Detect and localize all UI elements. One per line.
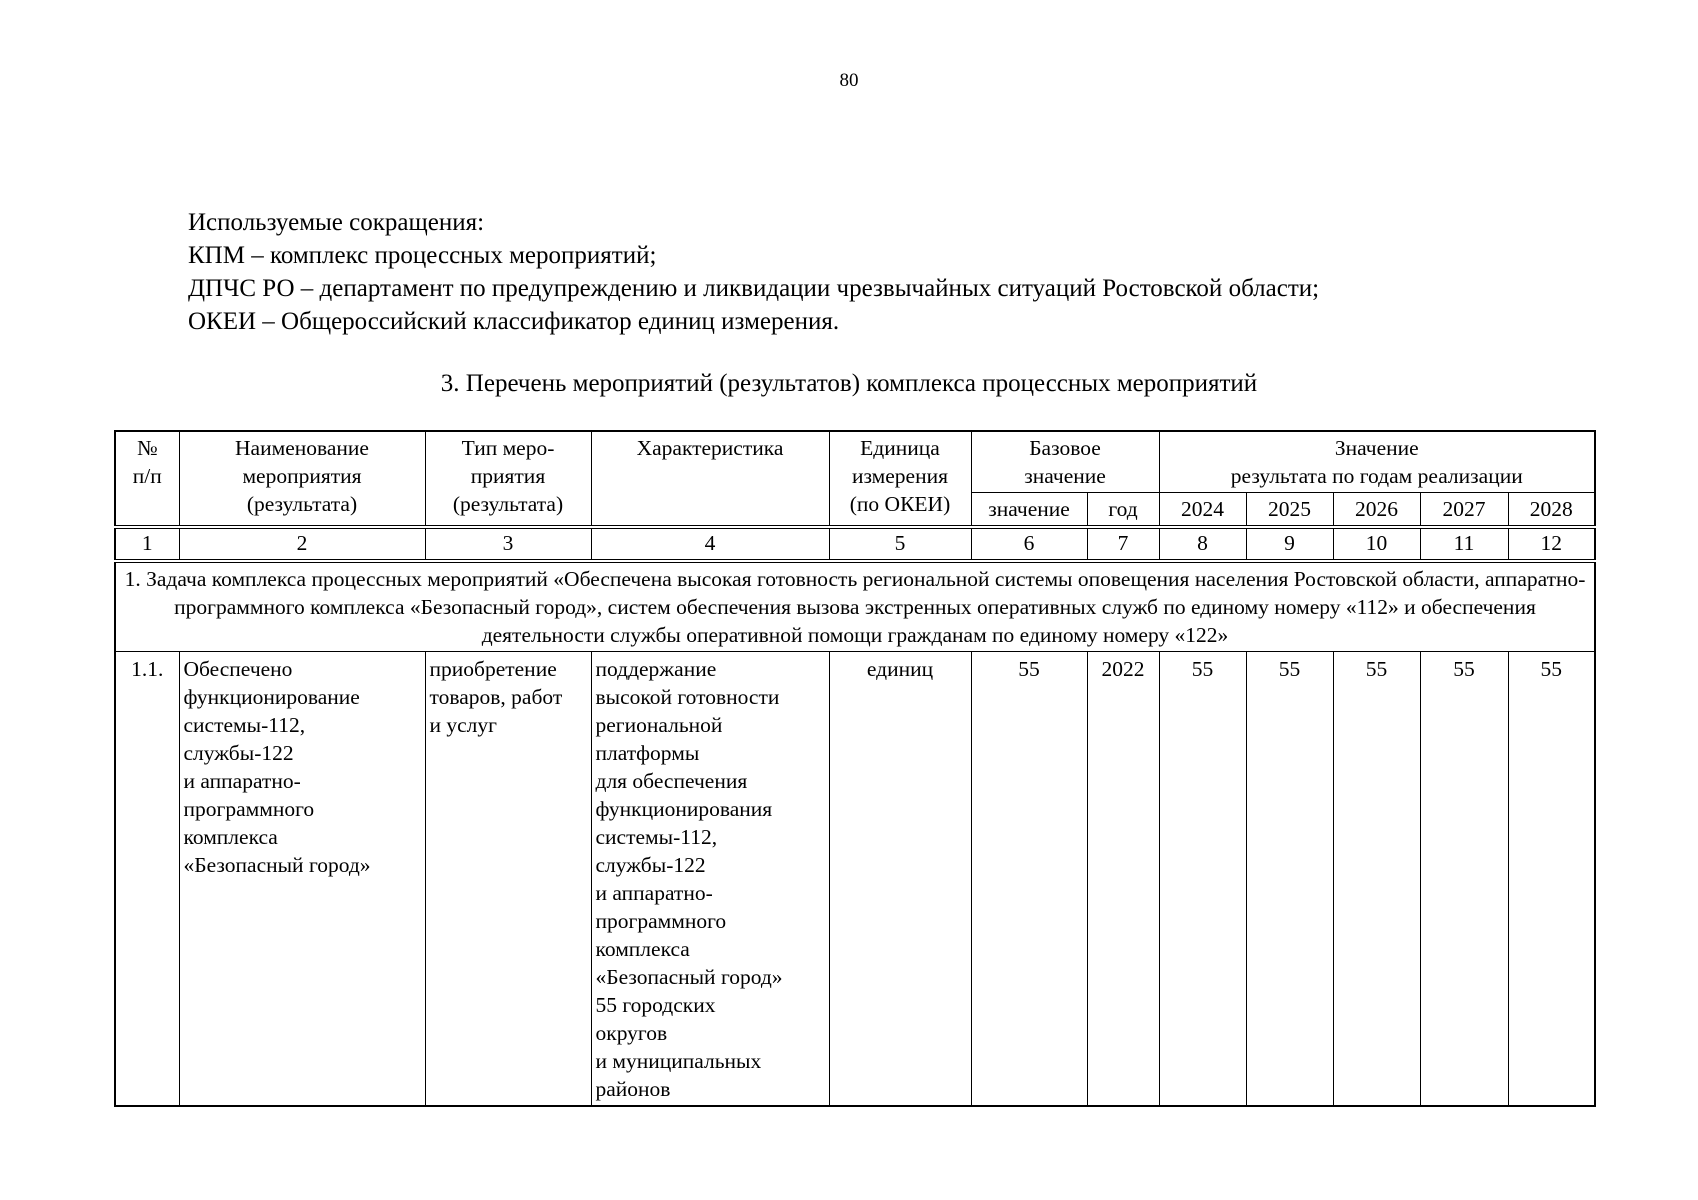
cell-value-2027: 55 bbox=[1420, 652, 1508, 1107]
column-number: 5 bbox=[829, 527, 971, 561]
column-number: 6 bbox=[971, 527, 1087, 561]
cell-characteristic: поддержание высокой готовности региональной платформы для обеспечения функционирования системы-112, службы-122 и аппаратно- программного комплекса «Безопасный город» 55 городских округов и муниципальных районов bbox=[591, 652, 829, 1107]
column-number: 1 bbox=[115, 527, 179, 561]
header-base-year: год bbox=[1087, 493, 1159, 528]
cell-base-value: 55 bbox=[971, 652, 1087, 1107]
page-number: 80 bbox=[839, 70, 859, 91]
section-title: 3. Перечень мероприятий (результатов) комплекса процессных мероприятий bbox=[440, 370, 1258, 397]
cell-name: Обеспечено функционирование системы-112, службы-122 и аппаратно- программного комплекса «Безопасный город» bbox=[179, 652, 425, 1107]
column-number: 4 bbox=[591, 527, 829, 561]
task-description: 1. Задача комплекса процессных мероприятий «Обеспечена высокая готовность региональной системы оповещения населения Ростовской области, аппаратно-программного комплекса «Безопасный город», систем обеспечения вызова экстренных оперативных служб по единому номеру «112» и обеспечения деятельности службы оперативной помощи гражданам по единому номеру «122» bbox=[115, 561, 1595, 652]
header-year-2024: 2024 bbox=[1159, 493, 1246, 528]
header-name: Наименование мероприятия (результата) bbox=[179, 431, 425, 527]
abbreviation-item: ОКЕИ – Общероссийский классификатор единиц измерения. bbox=[188, 308, 840, 335]
cell-unit: единиц bbox=[829, 652, 971, 1107]
header-result: Значение результата по годам реализации bbox=[1159, 431, 1595, 493]
column-number: 12 bbox=[1508, 527, 1595, 561]
column-number: 7 bbox=[1087, 527, 1159, 561]
cell-value-2024: 55 bbox=[1159, 652, 1246, 1107]
abbreviation-item: ДПЧС РО – департамент по предупреждению и ликвидации чрезвычайных ситуаций Ростовской области; bbox=[188, 275, 1320, 302]
column-number: 9 bbox=[1246, 527, 1333, 561]
header-year-2027: 2027 bbox=[1420, 493, 1508, 528]
cell-base-year: 2022 bbox=[1087, 652, 1159, 1107]
abbreviation-item: КПМ – комплекс процессных мероприятий; bbox=[188, 242, 657, 269]
header-base-value: значение bbox=[971, 493, 1087, 528]
column-number: 2 bbox=[179, 527, 425, 561]
measures-table bbox=[114, 430, 1596, 1107]
cell-value-2028: 55 bbox=[1508, 652, 1595, 1107]
column-number: 10 bbox=[1333, 527, 1420, 561]
header-characteristic: Характеристика bbox=[591, 431, 829, 527]
abbreviations-block bbox=[188, 206, 1319, 338]
abbreviations-heading: Используемые сокращения: bbox=[188, 209, 485, 236]
header-year-2028: 2028 bbox=[1508, 493, 1595, 528]
column-number: 11 bbox=[1420, 527, 1508, 561]
table-row bbox=[115, 652, 1595, 1107]
cell-num: 1.1. bbox=[115, 652, 179, 1107]
header-type: Тип меро- приятия (результата) bbox=[425, 431, 591, 527]
cell-type: приобретение товаров, работ и услуг bbox=[425, 652, 591, 1107]
header-year-2025: 2025 bbox=[1246, 493, 1333, 528]
header-unit: Единица измерения (по ОКЕИ) bbox=[829, 431, 971, 527]
table-header-row bbox=[115, 431, 1595, 493]
task-row bbox=[115, 561, 1595, 652]
column-number-row bbox=[115, 527, 1595, 561]
header-base: Базовое значение bbox=[971, 431, 1159, 493]
cell-value-2025: 55 bbox=[1246, 652, 1333, 1107]
cell-value-2026: 55 bbox=[1333, 652, 1420, 1107]
header-num: № п/п bbox=[115, 431, 179, 527]
column-number: 8 bbox=[1159, 527, 1246, 561]
column-number: 3 bbox=[425, 527, 591, 561]
header-year-2026: 2026 bbox=[1333, 493, 1420, 528]
